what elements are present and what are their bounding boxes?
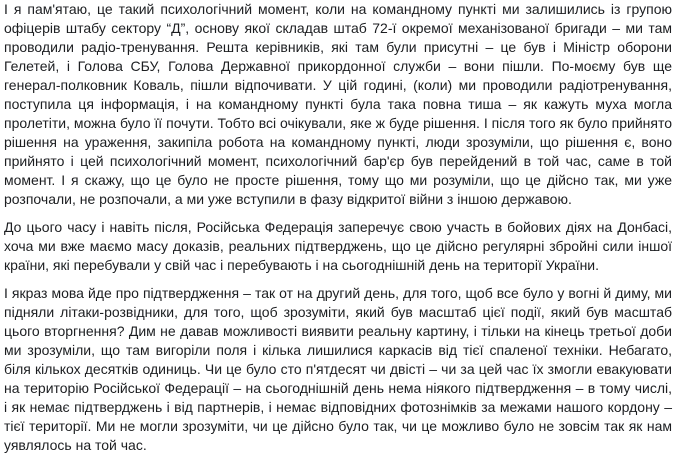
text-line: І я пам'ятаю, це такий психологічний момент, коли на командному пункті ми залишились із групою: [4, 1, 672, 17]
paragraph-1: [4, 0, 672, 209]
text-line: хоча ми вже маємо масу доказів, реальних підтверджень, що це дійсно регулярні збройні сили іншої: [4, 238, 672, 254]
text-line: момент. І я скажу, що це було не просте рішення, тому що ми розуміли, що це дійсно так, ми уже: [4, 172, 672, 188]
text-line: прийнято і цей психологічний момент, психологічний бар'єр був перейдений в той час, саме в той: [4, 153, 672, 169]
text-line: і як немає підтверджень і від партнерів, і немає відповідних фотознімків за межами нашого кордону –: [4, 399, 672, 415]
post-text: [4, 0, 672, 464]
text-line: біля кількох десятків одиниць. Чи це було сто п'ятдесят чи двісті – чи за цей час їх змогли евакуювати: [4, 361, 672, 377]
text-line: на територію Російської Федерації – на сьогоднішній день нема ніякого підтвердження – в тому числі,: [4, 380, 672, 396]
text-line: поступила ця інформація, і на командному пункті була така повна тиша – як кажуть муха могла: [4, 96, 672, 112]
paragraph-3: [4, 284, 672, 455]
text-line: ми зрозуміли, що там вигоріли поля і кілька лишилися каркасів від тієї спаленої техніки. Небагато,: [4, 342, 672, 358]
text-line: тієї території. Ми не могли зрозуміти, чи це дійсно було так, чи це можливо було не зовсім так як нам: [4, 418, 672, 434]
text-line: генерал-полковник Коваль, пішли відпочивати. У цій годині, (коли) ми проводили радіотренування,: [4, 77, 672, 93]
text-line: пролетіти, можна було її почути. Тобто всі очікували, яке ж буде рішення. І після того як було прийнято: [4, 115, 672, 131]
text-line: проводили радіо-тренування. Решта керівників, які там були присутні – це був і Міністр оборони: [4, 39, 672, 55]
text-line: офіцерів штабу сектору “Д”, основу якої складав штаб 72-ї окремої механізованої бригади – ми там: [4, 20, 672, 36]
text-line: розпочали, не розпочали, а ми уже вступили в фазу відкритої війни з іншою державою.: [4, 191, 572, 207]
paragraph-2: [4, 218, 672, 275]
text-line: рішення на ураження, закипіла робота на командному пункті, люди зрозуміли, що рішення є, воно: [4, 134, 672, 150]
text-line: Гелетей, і Голова СБУ, Голова Державної прикордонної служби – вони пішли. По-моєму був ще: [4, 58, 672, 74]
text-line: цього вторгнення? Дим не давав можливості виявити реальну картину, і тільки на кінець третьої доби: [4, 323, 672, 339]
text-line: країни, які перебували у свій час і перебувають і на сьогоднішній день на території України.: [4, 257, 600, 273]
text-line: уявлялось на той час.: [4, 437, 147, 453]
text-line: До цього часу і навіть після, Російська Федерація заперечує свою участь в бойових діях на Донбасі,: [4, 219, 672, 235]
text-line: І якраз мова йде про підтвердження – так от на другий день, для того, щоб все було у вогні й диму, ми: [4, 285, 672, 301]
text-line: підняли літаки-розвідники, для того, щоб зрозуміти, який був масштаб цієї події, який був масштаб: [4, 304, 672, 320]
